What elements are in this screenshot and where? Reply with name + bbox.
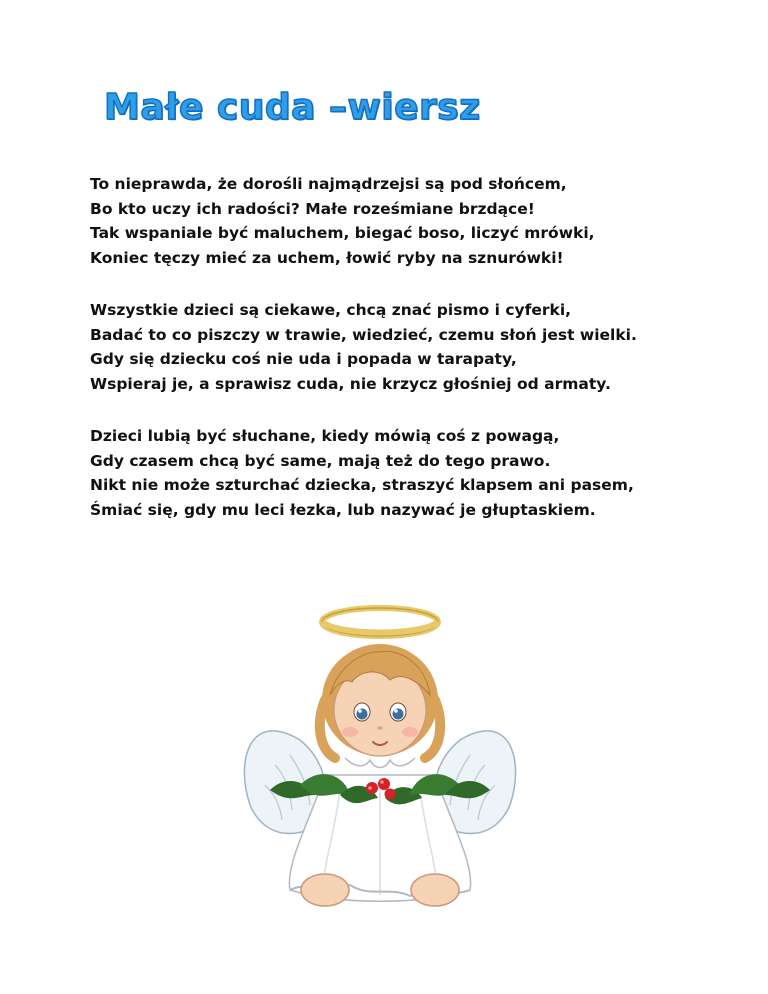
poem-line: Tak wspaniale być maluchem, biegać boso, liczyć mrówki, [90,224,595,242]
stanza-1 [90,172,710,270]
poem-line: To nieprawda, że dorośli najmądrzejsi są pod słońcem, [90,175,567,193]
angel-icon [230,590,530,920]
poem-line: Nikt nie może szturchać dziecka, straszyć klapsem ani pasem, [90,476,634,494]
poem-line: Wszystkie dzieci są ciekawe, chcą znać pismo i cyferki, [90,301,572,319]
poem-line: Dzieci lubią być słuchane, kiedy mówią coś z powagą, [90,427,560,445]
poem-line: Badać to co piszczy w trawie, wiedzieć, czemu słoń jest wielki. [90,325,637,344]
right-foot [411,874,459,906]
angel-illustration [230,590,530,920]
poem-line: Bo kto uczy ich radości? Małe roześmiane brzdące! [90,199,535,218]
poem-line: Gdy czasem chcą być same, mają też do tego prawo. [90,451,551,470]
poem-line: Koniec tęczy mieć za uchem, łowić ryby na sznurówki! [90,248,564,267]
poem [90,172,710,550]
poem-line: Śmiać się, gdy mu leci łezka, lub nazywać je głuptaskiem. [90,500,596,519]
stanza-2 [90,298,710,396]
page-title: Małe cuda –wiersz [104,87,481,128]
left-foot [301,874,349,906]
poem-line: Wspieraj je, a sprawisz cuda, nie krzycz głośniej od armaty. [90,374,611,393]
stanza-3 [90,424,710,522]
poem-line: Gdy się dziecku coś nie uda i popada w tarapaty, [90,350,517,368]
